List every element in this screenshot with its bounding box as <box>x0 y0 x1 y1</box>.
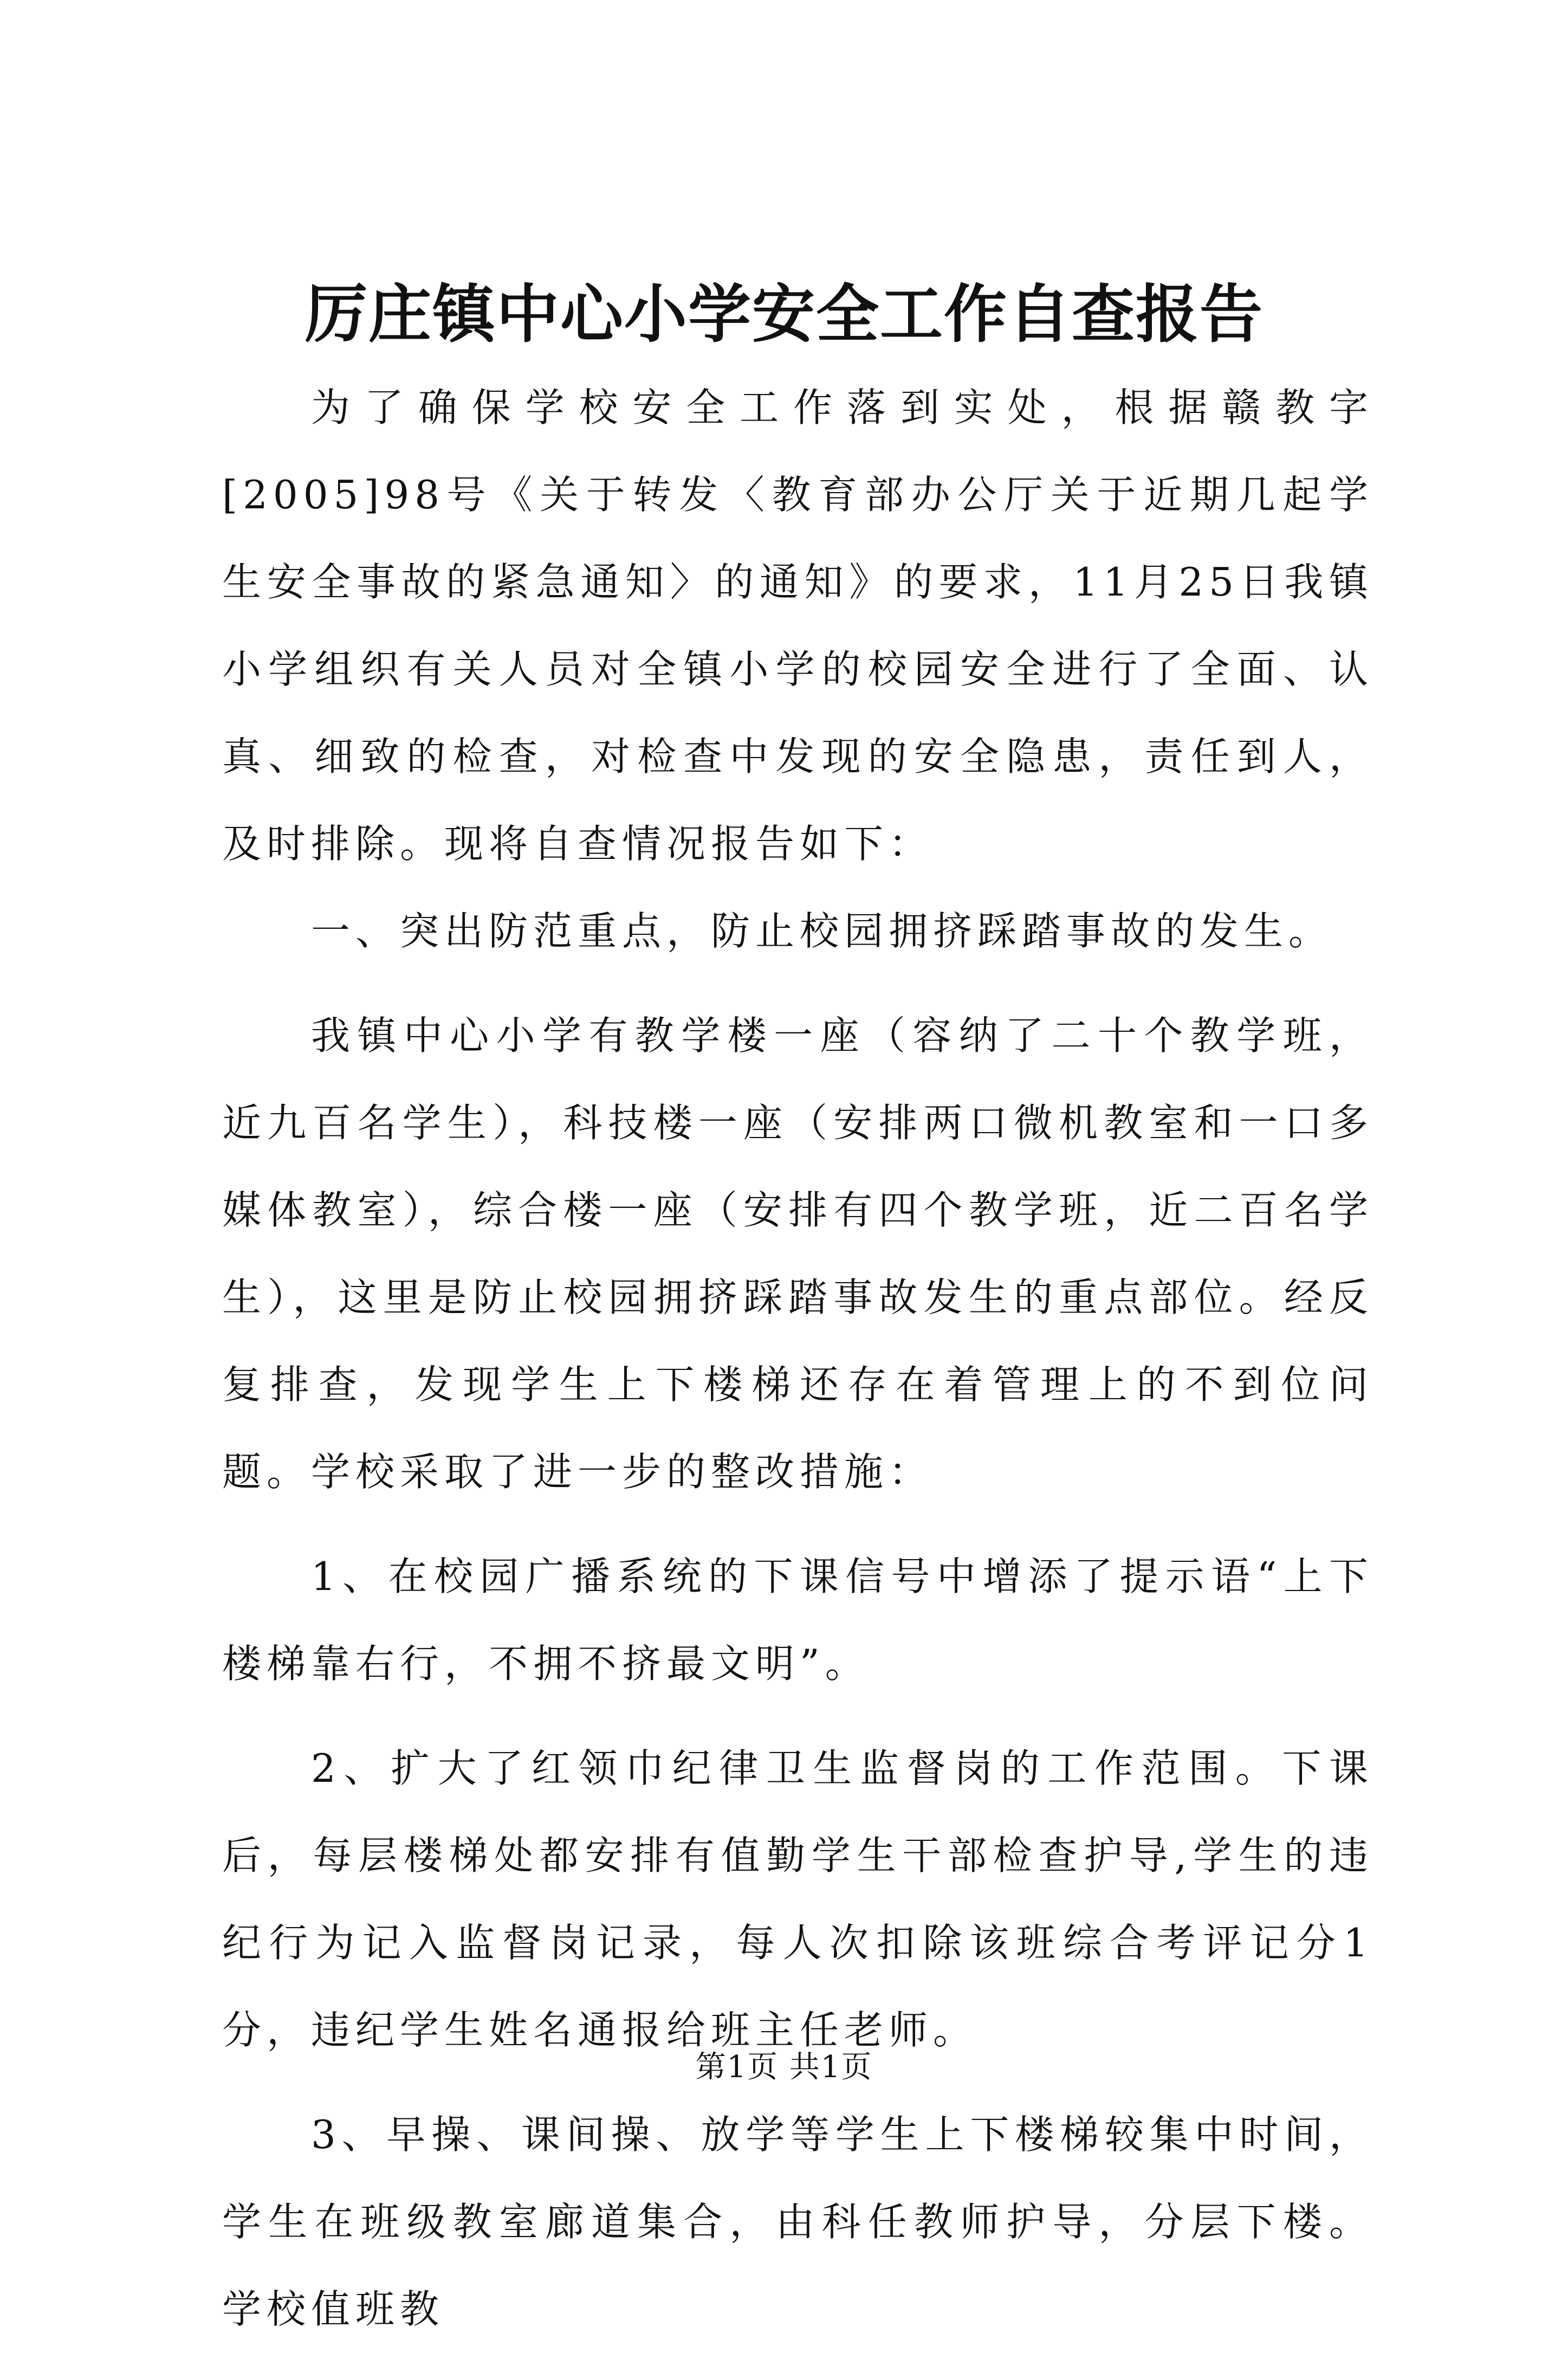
paragraph-intro: 为了确保学校安全工作落到实处，根据赣教字[2005]98号《关于转发〈教育部办公厅关于近期几起学生安全事故的紧急通知〉的通知》的要求，11月25日我镇小学组织有关人员对全镇小学的校园安全进行了全面、认真、细致的检查，对检查中发现的安全隐患，责任到人，及时排除。现将自查情况报告如下： <box>222 385 1373 867</box>
paragraph-buildings: 我镇中心小学有教学楼一座（容纳了二十个教学班，近九百名学生），科技楼一座（安排两口微机教室和一口多媒体教室），综合楼一座（安排有四个教学班，近二百名学生），这里是防止校园拥挤踩踏事故发生的重点部位。经反复排查，发现学生上下楼梯还存在着管理上的不到位问题。学校采取了进一步的整改措施： <box>222 1013 1373 1495</box>
paragraph-measure-2: 2、扩大了红领巾纪律卫生监督岗的工作范围。下课后，每层楼梯处都安排有值勤学生干部检查护导,学生的违纪行为记入监督岗记录，每人次扣除该班综合考评记分1分，违纪学生姓名通报给班主任老师。 <box>222 1746 1373 2053</box>
paragraph-measure-1: 1、在校园广播系统的下课信号中增添了提示语“上下楼梯靠右行，不拥不挤最文明”。 <box>222 1554 1373 1686</box>
document-title: 厉庄镇中心小学安全工作自查报告 <box>304 277 1264 351</box>
page-footer: 第1页 共1页 <box>695 2050 873 2085</box>
paragraph-section-heading: 一、突出防范重点，防止校园拥挤踩踏事故的发生。 <box>311 908 1333 954</box>
paragraph-measure-3: 3、早操、课间操、放学等学生上下楼梯较集中时间，学生在班级教室廊道集合，由科任教师护导，分层下楼。学校值班教 <box>222 2112 1373 2332</box>
